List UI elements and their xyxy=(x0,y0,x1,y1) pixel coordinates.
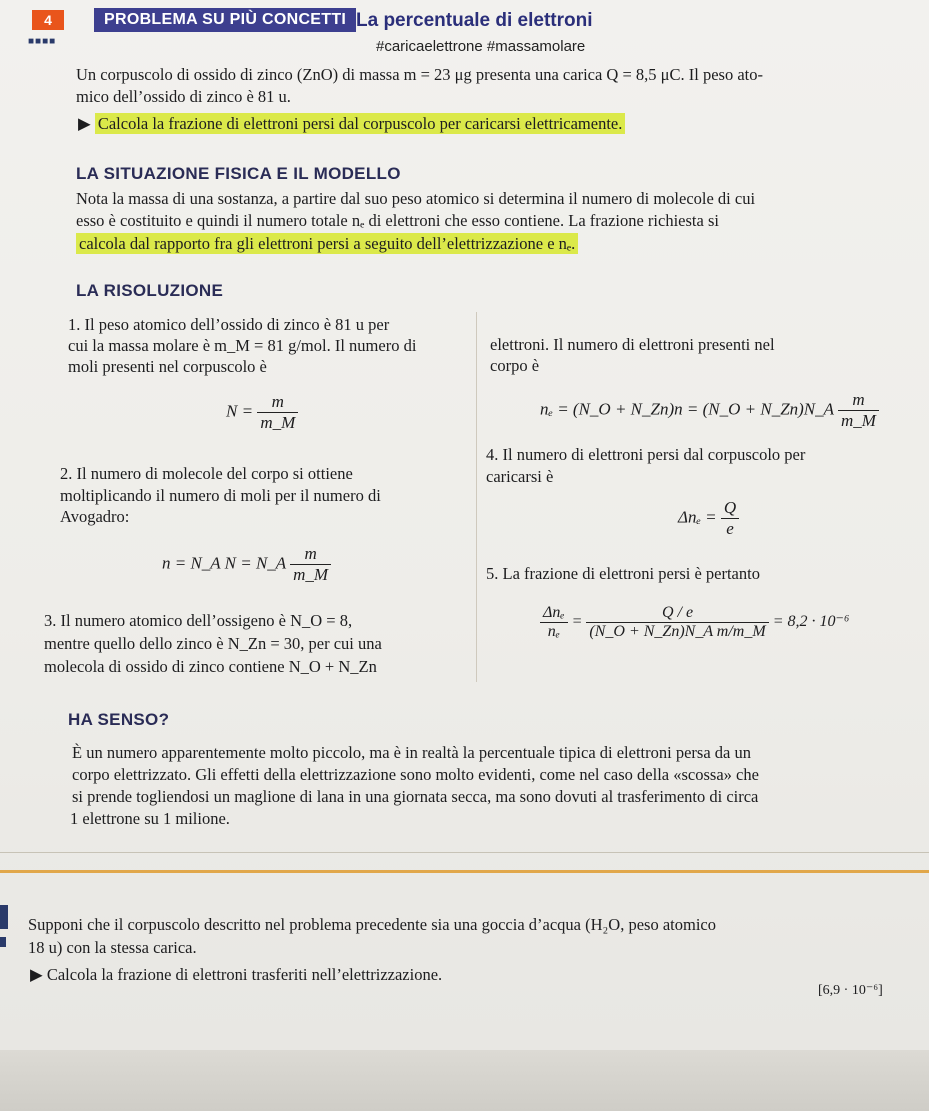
exercise-marker-small xyxy=(0,937,6,947)
step-2-line-1: 2. Il numero di molecole del corpo si ottiene xyxy=(60,464,353,483)
exercise-task: ▶ Calcola la frazione di elettroni trasferiti nell’elettrizzazione. xyxy=(30,965,443,984)
section-heading-senso: HA SENSO? xyxy=(68,710,170,729)
senso-line-1: È un numero apparentemente molto piccolo, ma è in realtà la percentuale tipica di elettroni persa da un xyxy=(72,743,751,762)
situazione-line-2: esso è costituito e quindi il numero totale nₑ di elettroni che esso contiene. La frazione richiesta si xyxy=(76,211,719,230)
task-statement xyxy=(78,113,625,134)
page-bottom-shadow xyxy=(0,1050,929,1111)
step-3-line-3: molecola di ossido di zinco contiene N_O + N_Zn xyxy=(44,657,377,676)
difficulty-dots: ■■■■ xyxy=(28,36,57,47)
problem-title: La percentuale di elettroni xyxy=(356,10,593,31)
situazione-line-1: Nota la massa di una sostanza, a partire dal suo peso atomico si determina il numero di molecole di cui xyxy=(76,189,756,208)
formula-fraction: $\frac{\text{Δnₑ}}{\text{nₑ}}$ = $\frac{Q / e}{\text{(N\_O + N\_Zn)N\_A m/m\_M}}$ = 8,2 · 10⁻⁶ xyxy=(540,604,850,641)
senso-line-4: 1 elettrone su 1 milione. xyxy=(70,809,230,828)
exercise-marker xyxy=(0,905,8,929)
divider-thin xyxy=(0,852,929,853)
senso-line-2: corpo elettrizzato. Gli effetti della elettrizzazione sono molto evidenti, come nel caso della «scossa» che xyxy=(72,765,759,784)
triangle-bullet-icon: ▶ xyxy=(78,114,91,133)
formula-moles: N = $\frac{m}{m\_M}$ xyxy=(226,392,298,433)
step-2-line-2: moltiplicando il numero di moli per il numero di xyxy=(60,486,381,505)
step-3-line-2: mentre quello dello zinco è N_Zn = 30, per cui una xyxy=(44,634,382,653)
step-3-line-1: 3. Il numero atomico dell’ossigeno è N_O = 8, xyxy=(44,611,353,630)
step-2-line-3: Avogadro: xyxy=(60,507,130,526)
formula-lost-electrons: Δnₑ = $\frac{Q}{e}$ xyxy=(678,498,739,539)
formula-electrons: nₑ = (N_O + N_Zn)n = (N_O + N_Zn)N_A $\frac{m}{m\_M}$ xyxy=(540,390,879,431)
task-text: Calcola la frazione di elettroni persi dal corpuscolo per caricarsi elettricamente. xyxy=(95,113,626,134)
senso-line-3: si prende togliendosi un maglione di lana in una giornata secca, ma sono dovuti al trasferimento di circa xyxy=(72,787,759,806)
intro-line-1: Un corpuscolo di ossido di zinco (ZnO) di massa m = 23 μg presenta una carica Q = 8,5 μC. Il peso ato- xyxy=(76,65,763,84)
exercise-answer: [6,9 · 10⁻⁶] xyxy=(818,983,883,998)
step-1-line-1: 1. Il peso atomico dell’ossido di zinco è 81 u per xyxy=(68,315,390,334)
triangle-bullet-icon: ▶ xyxy=(30,965,43,984)
divider-orange xyxy=(0,870,929,873)
problem-number-badge: 4 xyxy=(32,10,64,30)
section-heading-situazione: LA SITUAZIONE FISICA E IL MODELLO xyxy=(76,164,401,183)
hashtags: #caricaelettrone #massamolare xyxy=(376,38,586,55)
step-5-line-1: 5. La frazione di elettroni persi è pertanto xyxy=(486,564,760,583)
situazione-line-3: calcola dal rapporto fra gli elettroni persi a seguito dell’elettrizzazione e nₑ. xyxy=(76,233,578,254)
step-4-line-1: 4. Il numero di elettroni persi dal corpuscolo per xyxy=(486,445,806,464)
formula-molecules: n = N_A N = N_A $\frac{m}{m\_M}$ xyxy=(162,544,331,585)
right-line-2: corpo è xyxy=(490,356,540,375)
exercise-line-1: Supponi che il corpuscolo descritto nel problema precedente sia una goccia d’acqua (H₂O, peso atomico xyxy=(28,915,716,934)
problem-tag: PROBLEMA SU PIÙ CONCETTI xyxy=(94,8,356,32)
step-4-line-2: caricarsi è xyxy=(486,467,554,486)
step-1-line-2: cui la massa molare è m_M = 81 g/mol. Il numero di xyxy=(68,336,417,355)
section-heading-risoluzione: LA RISOLUZIONE xyxy=(76,281,224,300)
step-1-line-3: moli presenti nel corpuscolo è xyxy=(68,357,267,376)
intro-line-2: mico dell’ossido di zinco è 81 u. xyxy=(76,87,291,106)
right-line-1: elettroni. Il numero di elettroni presenti nel xyxy=(490,335,775,354)
column-divider xyxy=(476,312,477,682)
exercise-line-2: 18 u) con la stessa carica. xyxy=(28,938,197,957)
